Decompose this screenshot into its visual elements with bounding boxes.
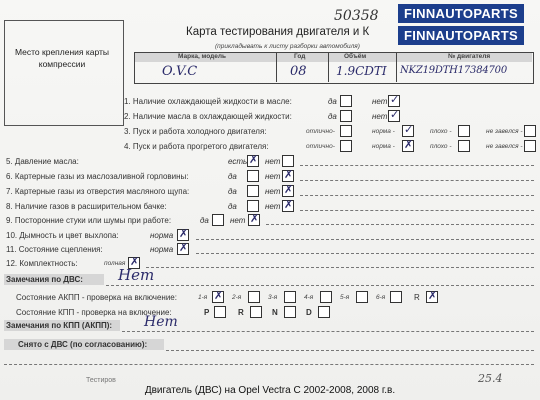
kpp-gear-r: R (238, 308, 244, 317)
table-divider-2 (328, 52, 329, 82)
check-6-line (300, 180, 534, 181)
image-caption: Двигатель (ДВС) на Opel Vectra C 2002-2008, 2008 г.в. (144, 385, 396, 396)
check-10-label: 10. Дымность и цвет выхлопа: (6, 231, 119, 240)
akpp-box-3[interactable] (284, 291, 296, 303)
check-3-opt-d: не завелся - (486, 128, 523, 135)
kpp-box-n[interactable] (284, 306, 296, 318)
check-8-opt-b: нет (265, 202, 281, 211)
remarks-engine-line (106, 285, 534, 286)
check-9-mark: ✗ (250, 212, 260, 225)
check-4-label: 4. Пуск и работа прогретого двигателя: (124, 142, 269, 151)
akpp-gear-3: 3-я (268, 294, 278, 301)
check-1-mark: ✓ (390, 93, 400, 106)
doc-number: 50358 (334, 8, 379, 24)
akpp-gear-1: 1-я (198, 294, 208, 301)
check-2-opt-a: да (328, 112, 337, 121)
check-2-mark: ✓ (390, 108, 400, 121)
check-10-line (196, 239, 534, 240)
check-5-mark: ✗ (249, 153, 259, 166)
check-1-box-a[interactable] (340, 95, 352, 107)
check-3-opt-b: норма - (372, 128, 395, 135)
check-6-mark: ✗ (284, 168, 294, 181)
footer-date: 25.4 (478, 372, 503, 385)
check-7-opt-b: нет (265, 187, 281, 196)
remarks-kpp-value: Нет (144, 314, 178, 330)
mount-place-label: Место крепления карты компрессии (14, 47, 110, 69)
table-divider-3 (396, 52, 397, 82)
check-12-line (146, 267, 534, 268)
check-5-opt-a: есть (228, 157, 248, 166)
check-8-opt-a: да (228, 202, 237, 211)
check-6-box-a[interactable] (247, 170, 259, 182)
check-3-opt-c: плохо - (430, 128, 452, 135)
akpp-box-5[interactable] (356, 291, 368, 303)
check-3-opt-a: отлично- (306, 128, 335, 135)
check-11-line (196, 253, 534, 254)
check-4-mark: ✗ (404, 138, 414, 151)
col-volume: Объём (344, 53, 367, 60)
kpp-box-p[interactable] (214, 306, 226, 318)
check-3-mark: ✓ (404, 123, 414, 136)
removed-line (166, 350, 534, 351)
check-4-opt-d: не завелся - (486, 143, 523, 150)
check-12-label: 12. Комплектность: (6, 259, 78, 268)
check-10-opt-a: норма (150, 231, 174, 240)
check-4-box-d[interactable] (524, 140, 536, 152)
col-year: Год (294, 53, 306, 60)
remarks-engine-value: Нет (118, 266, 155, 284)
check-5-opt-b: нет (265, 157, 281, 166)
check-10-mark: ✗ (179, 227, 189, 240)
value-year: 08 (290, 64, 307, 79)
check-4-box-a[interactable] (340, 140, 352, 152)
check-7-box-a[interactable] (247, 185, 259, 197)
kpp-gear-p: P (204, 308, 210, 317)
check-7-opt-a: да (228, 187, 237, 196)
check-9-opt-a: да (200, 216, 209, 225)
check-2-opt-b: нет (372, 112, 388, 121)
akpp-mark-r: ✗ (428, 289, 438, 302)
form-title: Карта тестирования двигателя и К (186, 26, 370, 38)
check-1-label: 1. Наличие охлаждающей жидкости в масле: (124, 97, 292, 106)
check-4-box-c[interactable] (458, 140, 470, 152)
check-4-opt-c: плохо - (430, 143, 452, 150)
check-4-opt-a: отлично- (306, 143, 335, 150)
kpp-gear-n: N (272, 308, 278, 317)
check-11-mark: ✗ (179, 241, 189, 254)
akpp-mark-1: ✗ (214, 289, 224, 302)
check-3-box-c[interactable] (458, 125, 470, 137)
removed-label: Снято с ДВС (по согласованию): (18, 340, 148, 349)
kpp-label: Состояние КПП - проверка на включение: (16, 308, 172, 317)
check-1-opt-a: да (328, 97, 337, 106)
akpp-gear-5: 5-я (340, 294, 350, 301)
footer-tester: Тестиров (86, 377, 116, 384)
value-volume: 1.9CDTI (336, 64, 387, 78)
check-5-label: 5. Давление масла: (6, 157, 79, 166)
kpp-box-d[interactable] (318, 306, 330, 318)
check-9-box-a[interactable] (212, 214, 224, 226)
check-3-label: 3. Пуск и работа холодного двигателя: (124, 127, 267, 136)
check-1-opt-b: нет (372, 97, 388, 106)
check-6-opt-a: да (228, 172, 237, 181)
akpp-gear-r: R (414, 293, 420, 302)
check-3-box-a[interactable] (340, 125, 352, 137)
check-7-line (300, 195, 534, 196)
mount-place-box (4, 20, 124, 126)
check-12-mark: ✗ (130, 255, 140, 268)
check-9-opt-b: нет (230, 216, 246, 225)
akpp-box-6[interactable] (390, 291, 402, 303)
check-3-box-d[interactable] (524, 125, 536, 137)
check-8-mark: ✗ (284, 198, 294, 211)
check-7-label: 7. Картерные газы из отверстия масляного щупа: (6, 187, 190, 196)
kpp-box-r[interactable] (250, 306, 262, 318)
check-4-opt-b: норма - (372, 143, 395, 150)
check-9-line (266, 224, 534, 225)
removed-line-2 (4, 364, 534, 365)
check-9-label: 9. Посторонние стуки или шумы при работе: (6, 216, 172, 225)
akpp-box-4[interactable] (320, 291, 332, 303)
col-model: Марка, модель (178, 53, 227, 60)
kpp-gear-d: D (306, 308, 312, 317)
value-model: O.V.C (162, 64, 198, 79)
check-8-label: 8. Наличие газов в расширительном бачке: (6, 202, 167, 211)
check-8-box-a[interactable] (247, 200, 259, 212)
remarks-engine-label: Замечания по ДВС: (6, 275, 83, 284)
watermark-logo-2: FINNAUTOPARTS (398, 26, 524, 45)
form-subtitle: (прикладывать к листу разборки автомобиля) (215, 43, 360, 50)
akpp-gear-4: 4-я (304, 294, 314, 301)
check-11-opt-a: норма (150, 245, 174, 254)
check-5-box-b[interactable] (282, 155, 294, 167)
remarks-kpp-line (122, 331, 534, 332)
check-11-label: 11. Состояние сцепления: (6, 245, 103, 254)
watermark-logo-1: FINNAUTOPARTS (398, 4, 524, 23)
check-6-label: 6. Картерные газы из маслозаливной горловины: (6, 172, 189, 181)
check-2-label: 2. Наличие масла в охлаждающей жидкости: (124, 112, 292, 121)
col-engine-number: № двигателя (448, 53, 491, 60)
akpp-gear-6: 6-я (376, 294, 386, 301)
table-divider-1 (276, 52, 277, 82)
check-6-opt-b: нет (265, 172, 281, 181)
remarks-kpp-label: Замечания по КПП (АКПП): (6, 321, 113, 330)
check-5-line (300, 165, 534, 166)
akpp-box-2[interactable] (248, 291, 260, 303)
check-8-line (300, 210, 534, 211)
akpp-gear-2: 2-я (232, 294, 242, 301)
check-2-box-a[interactable] (340, 110, 352, 122)
check-7-mark: ✗ (284, 183, 294, 196)
check-12-opt-a: полная (104, 260, 126, 267)
value-engine-number: NKZ19DTH17384700 (400, 65, 508, 76)
akpp-label: Состояние АКПП - проверка на включение: (16, 293, 177, 302)
